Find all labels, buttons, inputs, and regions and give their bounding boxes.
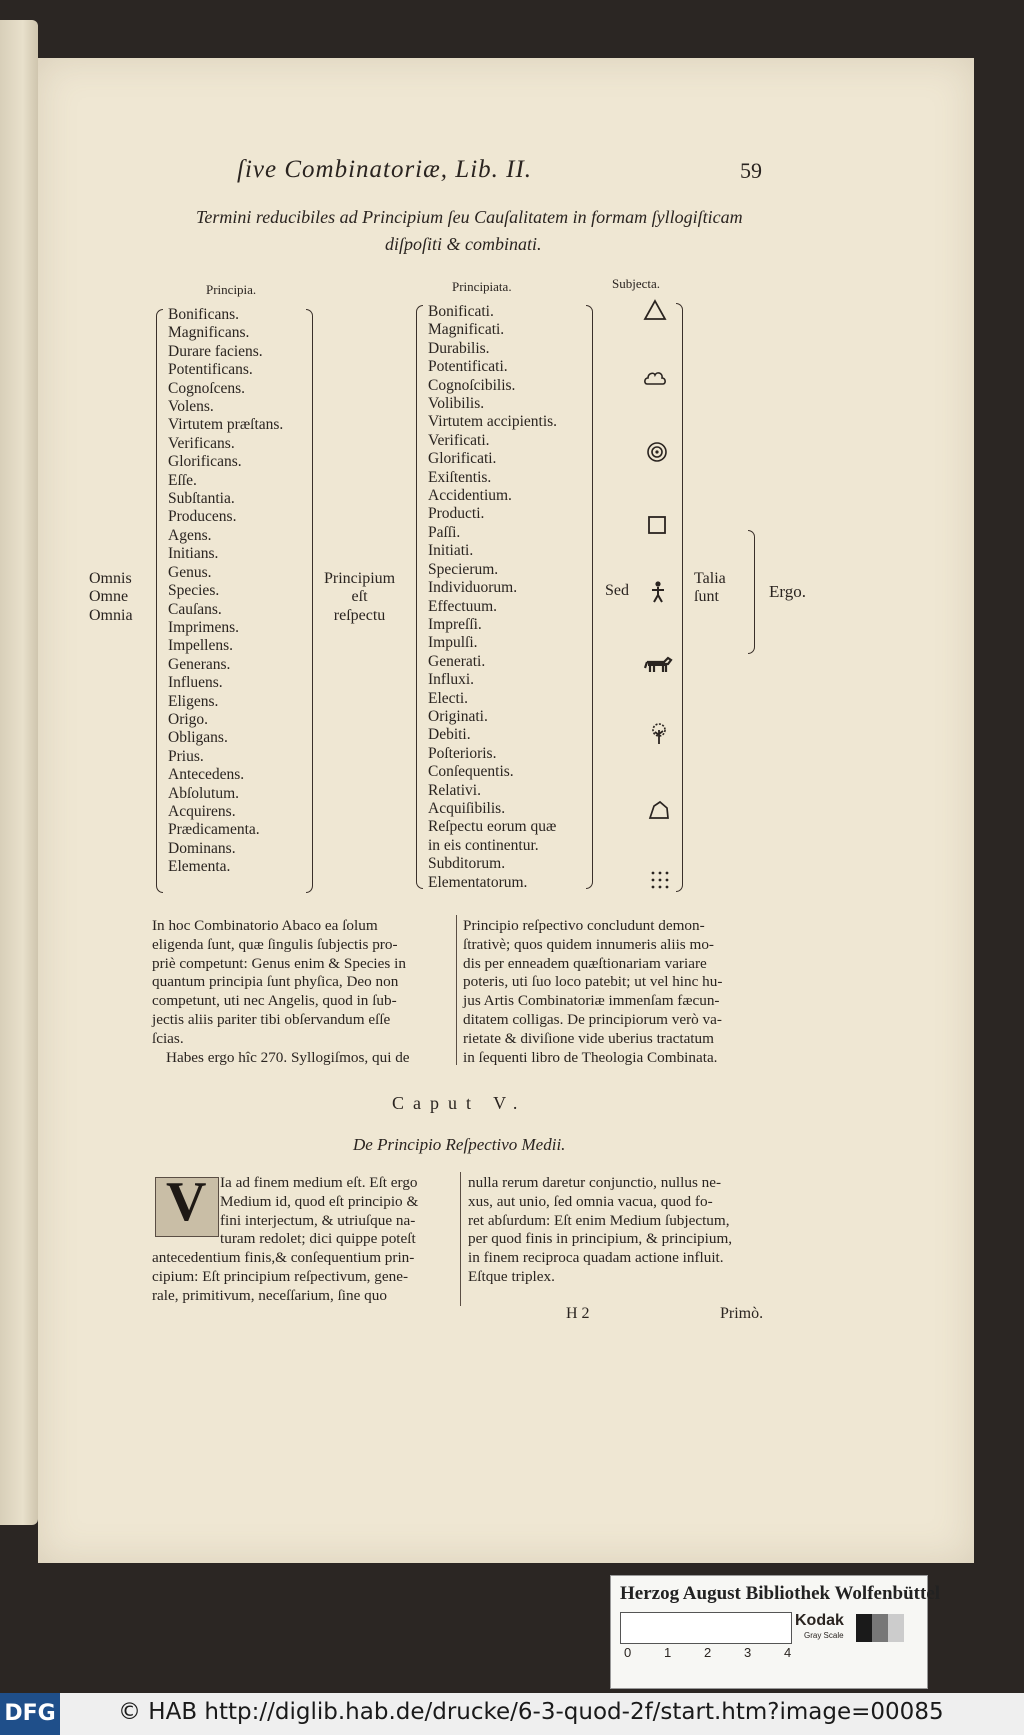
paragraph-line: In hoc Combinatorio Abaco ea ſolum [152,917,378,934]
principiata-item: Reſpectu eorum quæ [428,818,557,836]
principia-item: Bonificans. [168,306,240,323]
dfg-logo: DFG [0,1693,60,1735]
kodak-label: Kodak [795,1612,844,1629]
ergo-label: Ergo. [769,582,806,601]
principiata-item: Conſequentis. [428,763,514,781]
body-line: per quod finis in principium, & principium, [468,1230,733,1248]
body-line: turam redolet; dici quippe poteſt [220,1230,416,1248]
principia-item: Volens. [168,398,214,416]
man-icon [646,580,670,604]
talia-right-brace [748,530,755,654]
subiecta-heading: Subjecta. [612,276,661,291]
body-column-rule [460,1172,461,1306]
principia-item: Initians. [168,545,219,563]
gray-swatch-light [888,1614,904,1642]
principiata-item: Paſſi. [428,523,461,541]
paragraph-line: in ſequenti libro de Theologia Combinata. [463,1048,718,1066]
principia-item: Magnificans. [168,324,250,342]
principiata-heading: Principiata. [452,279,512,294]
principiata-item: Exiſtentis. [428,468,492,486]
principiata-item: Specierum. [428,560,499,578]
principia-item: Verificans. [168,434,235,452]
principia-item: Agens. [168,526,212,544]
gray-swatch-mid [872,1614,888,1642]
principiata-item: Acquiſibilis. [428,799,506,817]
principia-right-brace [306,309,313,893]
principiata-item: Magnificati. [428,321,505,339]
paragraph-line: poteris, uti ſuo loco patebit; ut vel hinc hu- [463,973,723,991]
paragraph-line: competunt, uti nec Angelis, quod in ſub- [152,992,397,1010]
tree-icon [647,722,671,746]
running-head: ſive Combinatoriæ, Lib. II. [237,156,533,183]
principiata-item: Producti. [428,505,485,523]
principia-item: Abſolutum. [168,784,240,802]
square-icon [645,513,669,537]
left-page-edge [0,20,38,1525]
principia-item: Generans. [168,655,231,673]
body-line: fini interjectum, & utriuſque na- [220,1211,416,1229]
principiata-item: Volibilis. [428,395,485,413]
paragraph-line: Principio reſpectivo concludunt demon- [463,917,705,934]
principia-left-brace [156,309,163,893]
chapter-heading: Caput V. [392,1093,527,1113]
shell-icon [647,798,671,822]
subiecta-right-brace [676,303,683,892]
principiata-item: in eis continentur. [428,836,539,854]
principiata-item: Cognoſcibilis. [428,376,516,394]
principiata-item: Influxi. [428,671,475,689]
ruler [620,1612,792,1644]
principia-item: Prædicamenta. [168,821,260,839]
principia-item: Virtutem præſtans. [168,416,284,434]
principia-item: Eligens. [168,692,219,710]
body-line: rale, primitivum, neceſſarium, ſine quo [152,1286,387,1304]
principia-item: Imprimens. [168,618,240,636]
principium-label: Principium eſt reſpectu [324,570,396,624]
principia-item: Genus. [168,563,212,581]
body-text-left [152,1174,418,1306]
principiata-item: Glorificati. [428,450,497,468]
paragraph-line: ſcias. [152,1029,184,1047]
principiata-item: Originati. [428,707,488,725]
principia-item: Eſſe. [168,471,197,489]
principiata-item: Electi. [428,689,469,707]
body-line: Eſtque triplex. [468,1267,555,1285]
body-line: ret abſurdum: Eſt enim Medium ſubjectum, [468,1211,730,1229]
principia-list [168,306,283,877]
principiata-item: Individuorum. [428,579,518,597]
animal-icon [644,652,674,676]
table-title-line1: Termini reducibiles ad Principium ſeu Cauſalitatem in formam ſyllogiſticam [196,207,743,227]
principiata-item: Relativi. [428,781,481,799]
principia-heading: Principia. [206,282,257,297]
copyright-link[interactable]: © HAB http://diglib.hab.de/drucke/6-3-quod-2f/start.htm?image=00085 [118,1699,944,1725]
paragraph-line: priè competunt: Genus enim & Species in [152,954,406,972]
principia-item: Dominans. [168,839,236,857]
principiata-item: Durabilis. [428,339,490,357]
body-line: Ia ad finem medium eſt. Eſt ergo [220,1174,418,1191]
column-rule [456,915,457,1065]
talia-label: Talia ſunt [694,570,726,606]
principia-item: Durare faciens. [168,342,263,360]
ruler-number: 3 [744,1645,752,1660]
principia-item: Impellens. [168,637,233,655]
principia-item: Subſtantia. [168,490,235,508]
triangle-icon [643,298,667,322]
paragraph-line: dis per enneadem quæſtionariam variare [463,954,707,972]
dots-icon [648,868,672,892]
ruler-number: 0 [624,1645,632,1660]
gray-swatch-dark [856,1614,872,1642]
body-line: antecedentium finis,& conſequentium prin- [152,1249,415,1267]
principia-item: Producens. [168,508,237,526]
initial-letter: V [166,1171,207,1233]
paragraph-line: Habes ergo hîc 270. Syllogiſmos, qui de [166,1048,410,1066]
principiata-item: Accidentium. [428,487,512,505]
principiata-item: Debiti. [428,726,471,744]
principia-item: Acquirens. [168,802,236,820]
page-number: 59 [740,158,762,183]
principiata-item: Virtutem accipientis. [428,413,558,431]
principia-item: Potentificans. [168,361,253,379]
principia-item: Species. [168,582,220,600]
principiata-item: Potentificati. [428,358,508,376]
body-line: xus, aut unio, ſed omnia vacua, quod fo- [468,1192,713,1210]
principiata-item: Impreſſi. [428,615,482,633]
principia-item: Influens. [168,674,223,692]
principiata-item: Elementatorum. [428,873,528,891]
paragraph-line: ditatem colligas. De principiorum verò va- [463,1010,722,1028]
paragraph-line: eligenda ſunt, quæ ſingulis ſubjectis pro- [152,935,398,953]
library-label: Herzog August Bibliothek Wolfenbüttel [620,1583,941,1604]
paragraph-line: ſtrativè; quos quidem innumeris aliis mo- [463,935,714,953]
concentric-circle-icon [645,440,669,464]
sed-label: Sed [605,582,629,599]
principiata-item: Poſterioris. [428,744,497,762]
paragraph-line: jus Artis Combinatoriæ immenſam fæcun- [463,992,720,1010]
body-line: Medium id, quod eſt principio & [220,1192,419,1210]
principiata-item: Impulſi. [428,634,478,652]
cloud-icon [643,366,667,390]
paragraph-left [152,917,410,1067]
catchword: Primò. [720,1305,764,1322]
principia-item: Antecedens. [168,766,245,784]
body-text-right [468,1174,732,1287]
paragraph-line: jectis aliis pariter tibi obſervandum eſſe [152,1010,391,1028]
body-line: nulla rerum daretur conjunctio, nullus ne- [468,1174,722,1191]
paragraph-line: quantum principia ſunt phyſica, Deo non [152,973,399,991]
ruler-number: 2 [704,1645,712,1660]
principia-item: Elementa. [168,858,231,876]
paragraph-right [463,917,722,1067]
principiata-item: Verificati. [428,431,490,449]
body-line: in finem reciproca quadam actione influit. [468,1249,724,1267]
principia-item: Origo. [168,710,209,728]
principiata-list [428,303,557,892]
principia-item: Cauſans. [168,600,222,618]
omnis-labels: Omnis Omne Omnia [89,570,133,624]
table-title-line2: diſpoſiti & combinati. [385,234,542,254]
gray-scale-label: Gray Scale [804,1631,844,1640]
principiata-item: Bonificati. [428,303,494,320]
principiata-item: Subditorum. [428,855,506,873]
paragraph-line: rietate & diviſione vide uberius tractatum [463,1029,714,1047]
principia-item: Glorificans. [168,453,242,471]
principiata-item: Initiati. [428,542,474,560]
principiata-item: Effectuum. [428,597,498,615]
principia-item: Obligans. [168,729,228,747]
principiata-item: Generati. [428,652,486,670]
signature-mark: H 2 [566,1305,590,1322]
body-line: cipium: Eſt principium reſpectivum, gene- [152,1267,409,1285]
ruler-number: 1 [664,1645,672,1660]
chapter-subtitle: De Principio Reſpectivo Medii. [353,1135,566,1154]
ruler-number: 4 [784,1645,792,1660]
principia-item: Cognoſcens. [168,379,246,397]
principia-item: Prius. [168,747,204,765]
principiata-left-brace [416,305,423,889]
principiata-right-brace [586,305,593,889]
